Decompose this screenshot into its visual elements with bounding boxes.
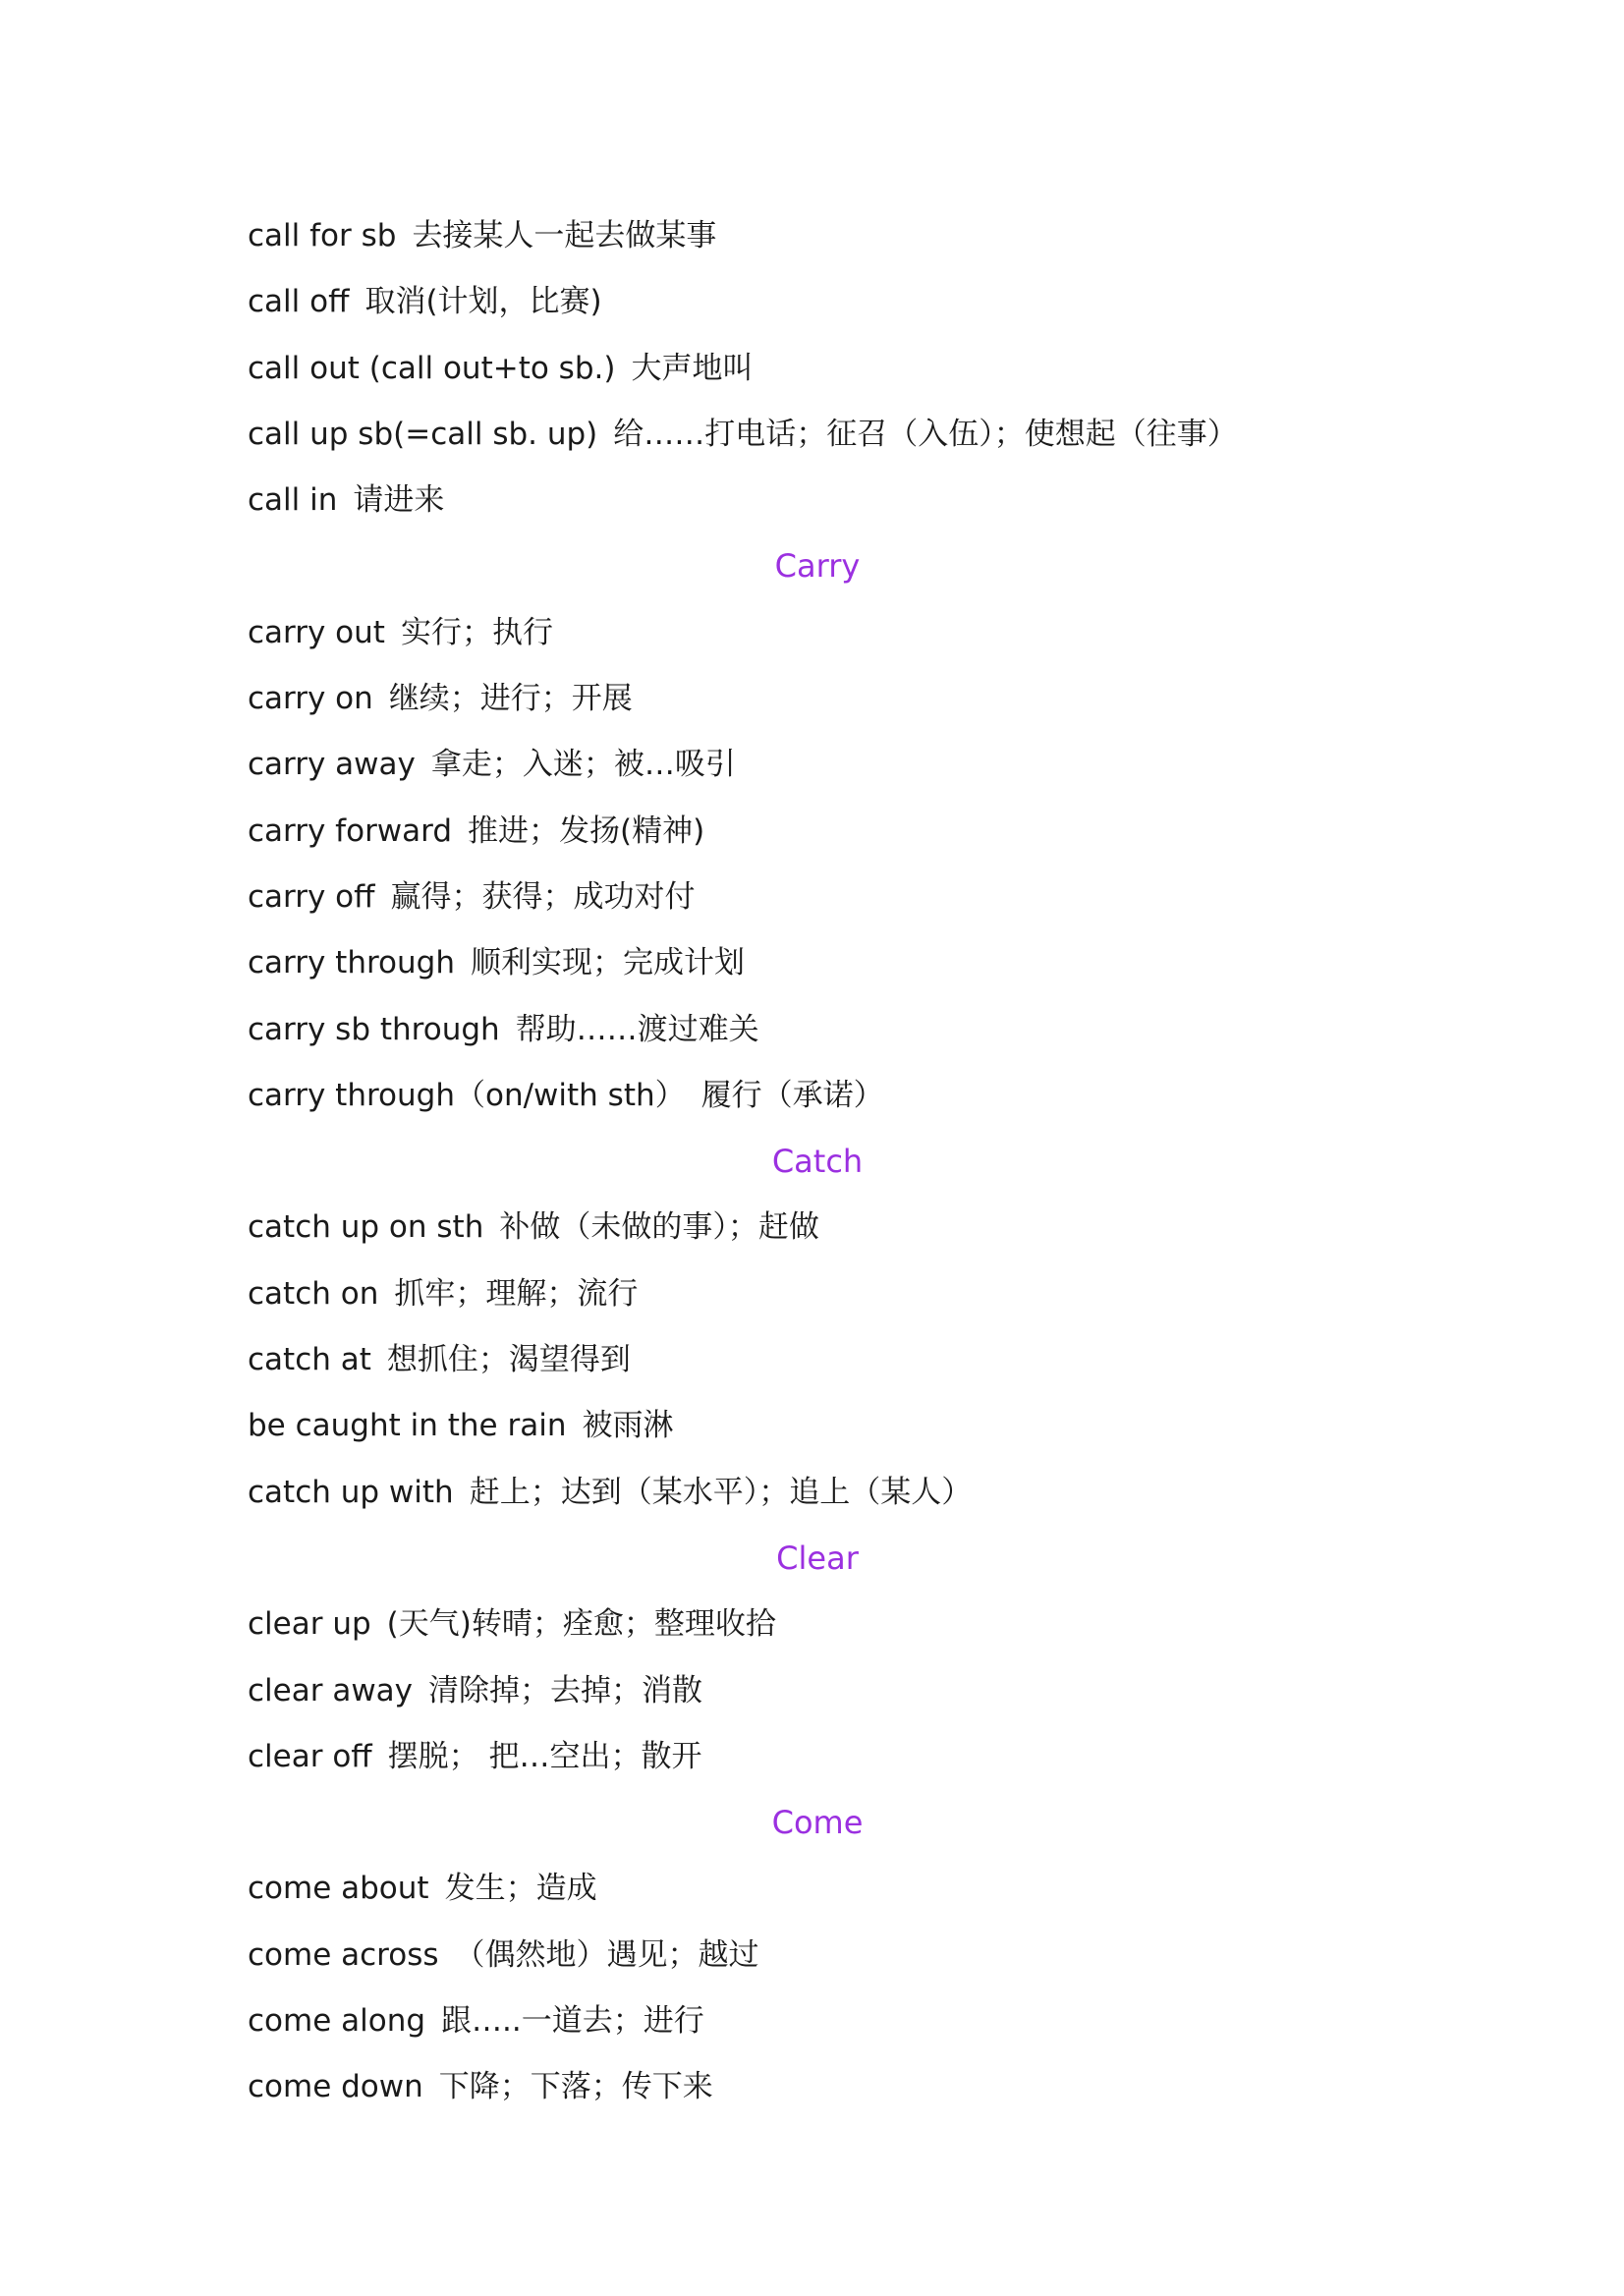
phrase-entry bbox=[248, 2054, 1387, 2120]
phrase-entry bbox=[248, 865, 1387, 930]
phrase-entry bbox=[248, 997, 1387, 1063]
phrase-entry bbox=[248, 1063, 1387, 1129]
phrase-meaning: 给……打电话；征召（入伍）；使想起（往事） bbox=[613, 416, 1238, 452]
section-heading-carry: Carry bbox=[774, 547, 861, 586]
phrase-meaning: 推进；发扬(精神) bbox=[468, 812, 705, 849]
phrase-entry bbox=[248, 799, 1387, 865]
phrase-entry bbox=[248, 1658, 1387, 1724]
phrase-meaning: 帮助……渡过难关 bbox=[515, 1011, 759, 1047]
phrase-entry bbox=[248, 1856, 1387, 1922]
phrase-meaning: 取消(计划，比赛) bbox=[364, 284, 602, 320]
phrase-entry bbox=[248, 732, 1387, 798]
phrase-text: clear away bbox=[248, 1672, 414, 1708]
phrase-meaning: 清除掉；去掉；消散 bbox=[428, 1672, 703, 1708]
phrase-entry bbox=[248, 1592, 1387, 1657]
phrase-meaning: 拿走；入迷；被…吸引 bbox=[430, 747, 736, 783]
phrase-text: come about bbox=[248, 1871, 429, 1907]
phrase-entry bbox=[248, 1923, 1387, 1988]
phrase-meaning: (天气)转晴；痊愈；整理收拾 bbox=[386, 1606, 776, 1643]
phrase-entry bbox=[248, 1393, 1387, 1459]
phrase-text: call up sb(=call sb. up) bbox=[248, 416, 598, 452]
phrase-text: call out (call out+to sb.) bbox=[248, 350, 616, 386]
phrase-entry bbox=[248, 336, 1387, 402]
phrase-text: call off bbox=[248, 284, 350, 320]
phrase-text: carry on bbox=[248, 681, 373, 717]
phrase-text: catch up on sth bbox=[248, 1209, 484, 1246]
section-heading-catch: Catch bbox=[771, 1143, 864, 1181]
phrase-meaning: 摆脱； 把…空出；散开 bbox=[387, 1738, 702, 1774]
phrase-text: catch on bbox=[248, 1275, 379, 1312]
phrase-meaning: 补做（未做的事）；赶做 bbox=[499, 1209, 819, 1246]
phrase-meaning: 想抓住；渴望得到 bbox=[386, 1342, 631, 1378]
phrase-entry bbox=[248, 402, 1387, 468]
phrase-text: carry away bbox=[248, 747, 416, 783]
phrase-text: carry out bbox=[248, 614, 385, 650]
phrase-meaning: 抓牢；理解；流行 bbox=[394, 1275, 639, 1312]
phrase-entry bbox=[248, 203, 1387, 269]
phrase-entry bbox=[248, 1327, 1387, 1393]
phrase-text: clear up bbox=[248, 1606, 371, 1643]
phrase-entry bbox=[248, 930, 1387, 996]
phrase-entry bbox=[248, 666, 1387, 732]
phrase-meaning: 顺利实现；完成计划 bbox=[471, 945, 745, 981]
phrase-text: carry through bbox=[248, 945, 455, 981]
phrase-meaning: 赶上；达到（某水平）；追上（某人） bbox=[469, 1474, 973, 1510]
phrase-entry bbox=[248, 269, 1387, 335]
phrase-entry bbox=[248, 468, 1387, 533]
phrase-entry bbox=[248, 1261, 1387, 1327]
phrase-list bbox=[248, 203, 1387, 2121]
phrase-entry bbox=[248, 1195, 1387, 1260]
phrase-meaning: 发生；造成 bbox=[444, 1871, 597, 1907]
phrase-meaning: 请进来 bbox=[353, 482, 445, 519]
phrase-meaning: （偶然地）遇见；越过 bbox=[454, 1936, 759, 1973]
phrase-entry bbox=[248, 1988, 1387, 2054]
section-heading-come: Come bbox=[771, 1804, 864, 1842]
section-heading-clear: Clear bbox=[776, 1539, 859, 1577]
phrase-entry bbox=[248, 1724, 1387, 1790]
phrase-meaning: 赢得；获得；成功对付 bbox=[390, 878, 696, 915]
phrase-entry bbox=[248, 600, 1387, 666]
phrase-text: come down bbox=[248, 2069, 423, 2105]
phrase-meaning: 去接某人一起去做某事 bbox=[412, 218, 717, 253]
phrase-text: carry off bbox=[248, 878, 375, 915]
phrase-text: catch up with bbox=[248, 1474, 454, 1510]
phrase-meaning: 被雨淋 bbox=[582, 1408, 674, 1444]
phrase-meaning: 大声地叫 bbox=[631, 350, 754, 386]
phrase-text: clear off bbox=[248, 1738, 372, 1774]
phrase-meaning: 继续；进行；开展 bbox=[388, 681, 633, 717]
phrase-meaning: 下降；下落；传下来 bbox=[438, 2069, 713, 2105]
phrase-text: catch at bbox=[248, 1342, 371, 1378]
phrase-meaning: 实行；执行 bbox=[400, 614, 553, 650]
phrase-text: carry sb through bbox=[248, 1011, 500, 1047]
phrase-entry bbox=[248, 1460, 1387, 1526]
phrase-text: call for sb bbox=[248, 218, 397, 253]
phrase-text: come across bbox=[248, 1936, 439, 1973]
phrase-text: come along bbox=[248, 2003, 426, 2040]
phrase-text: be caught in the rain bbox=[248, 1408, 567, 1444]
phrase-meaning: 跟…..一道去；进行 bbox=[441, 2003, 704, 2040]
phrase-text: call in bbox=[248, 482, 338, 519]
phrase-meaning: 履行（承诺） bbox=[700, 1077, 884, 1113]
phrase-text: carry forward bbox=[248, 812, 453, 849]
phrase-text: carry through（on/with sth） bbox=[248, 1077, 686, 1113]
